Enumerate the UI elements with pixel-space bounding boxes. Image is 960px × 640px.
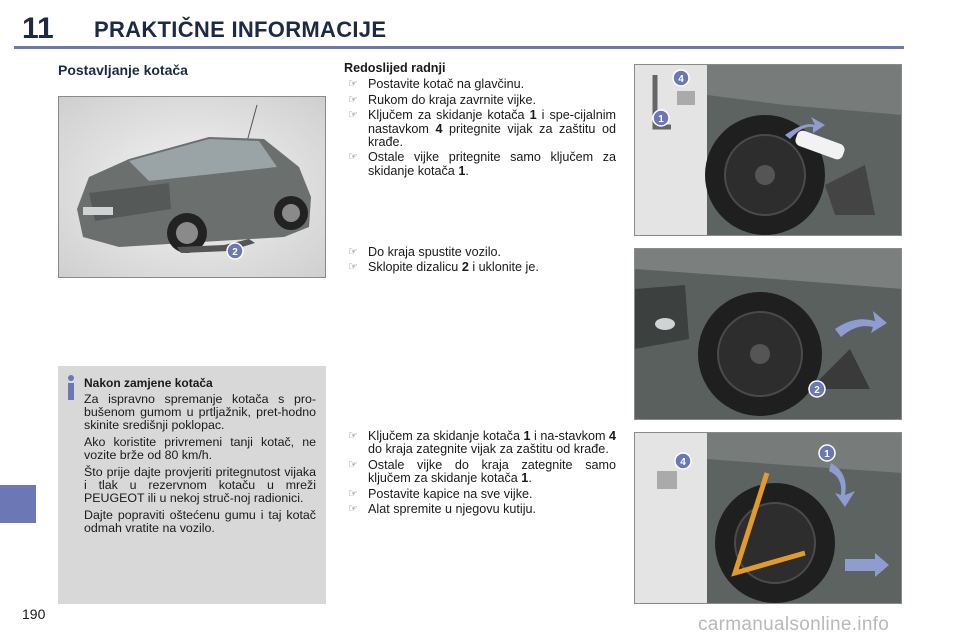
steps-heading: Redoslijed radnji <box>344 61 446 75</box>
figure-tighten-bolts <box>634 64 902 236</box>
callout-4: 4 <box>678 74 684 85</box>
figure-lower-vehicle <box>634 248 902 420</box>
hand-pointer-icon: ☞ <box>348 151 358 164</box>
hand-pointer-icon: ☞ <box>348 109 358 122</box>
watermark: carmanualsonline.info <box>698 614 890 635</box>
steps-group-b <box>344 246 616 277</box>
figure-final-tightening <box>634 432 902 604</box>
hand-pointer-icon: ☞ <box>348 78 358 91</box>
hand-pointer-icon: ☞ <box>348 458 358 471</box>
info-paragraph: Za ispravno spremanje kotača s pro-bušenom gumom u prtljažnik, pret-hodno skinite središnji poklopac. <box>84 392 316 432</box>
step-item: ☞ Ključem za skidanje kotača 1 i na-stavkom 4 do kraja zategnite vijak za zaštitu od krađe. <box>348 429 616 457</box>
steps-group-a <box>344 62 616 180</box>
page-number: 190 <box>22 606 46 622</box>
step-item: ☞ Ostale vijke do kraja zategnite samo ključem za skidanje kotača 1. <box>348 457 616 486</box>
hand-pointer-icon: ☞ <box>348 93 358 106</box>
hand-pointer-icon: ☞ <box>348 261 358 274</box>
callout-2: 2 <box>814 385 820 396</box>
callout-1: 1 <box>658 114 664 125</box>
step-item: ☞ Ostale vijke pritegnite samo ključem za skidanje kotača 1. <box>348 150 616 178</box>
callout-4: 4 <box>680 457 686 468</box>
step-item: ☞ Postavite kotač na glavčinu. <box>348 77 525 92</box>
chapter-number: 11 <box>22 12 54 45</box>
step-item: ☞ Postavite kapice na sve vijke. <box>348 486 533 501</box>
hand-pointer-icon: ☞ <box>348 503 358 516</box>
section-title: Postavljanje kotača <box>58 62 188 78</box>
chapter-side-tab <box>0 485 36 523</box>
chapter-title: PRAKTIČNE INFORMACIJE <box>94 17 387 42</box>
info-title: Nakon zamjene kotača <box>84 376 213 390</box>
info-paragraph: Što prije dajte provjeriti pritegnutost vijaka i tlak u rezervnom kotaču u mreži PEUGEOT ili u nekoj struč-noj radionici. <box>84 465 316 505</box>
hand-pointer-icon: ☞ <box>348 430 358 442</box>
step-item: ☞ Do kraja spustite vozilo. <box>348 245 501 259</box>
callout-2: 2 <box>232 247 238 258</box>
step-item: ☞ Ključem za skidanje kotača 1 i spe-cijalnim nastavkom 4 pritegnite vijak za zaštitu od krađe. <box>348 108 616 150</box>
callout-1: 1 <box>824 449 830 460</box>
header-rule <box>14 46 904 49</box>
info-paragraph: Ako koristite privremeni tanji kotač, ne vozite brže od 80 km/h. <box>84 435 316 462</box>
info-paragraph: Dajte popraviti oštećenu gumu i taj kotač odmah vratite na vozilo. <box>84 508 316 535</box>
hand-pointer-icon: ☞ <box>348 487 358 500</box>
info-box <box>58 366 326 604</box>
step-item: ☞ Sklopite dizalicu 2 i uklonite je. <box>348 260 539 275</box>
car-illustration <box>58 96 326 278</box>
steps-group-c <box>344 430 616 518</box>
step-item: ☞ Alat spremite u njegovu kutiju. <box>348 502 537 517</box>
hand-pointer-icon: ☞ <box>348 246 358 258</box>
step-item: ☞ Rukom do kraja zavrnite vijke. <box>348 92 536 107</box>
info-icon <box>64 374 78 400</box>
